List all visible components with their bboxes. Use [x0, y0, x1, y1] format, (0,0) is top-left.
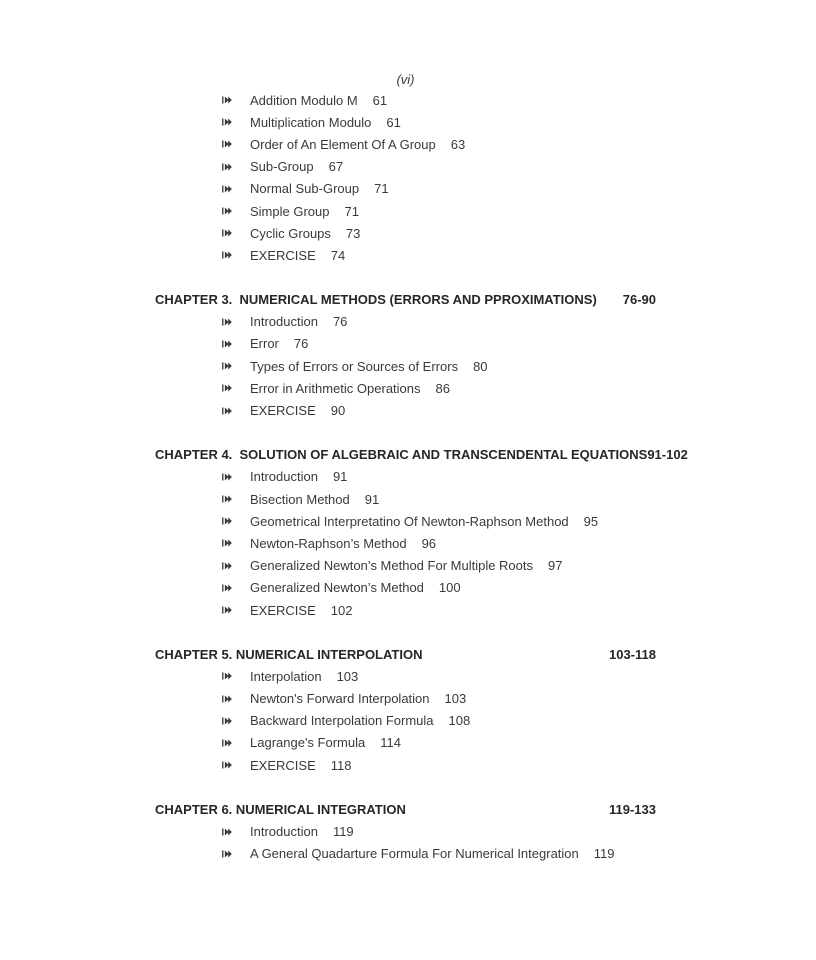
toc-entry-title: Cyclic Groups [250, 225, 331, 241]
toc-entry [155, 244, 656, 266]
toc-entry [155, 710, 656, 732]
toc-entry-title: Error [250, 336, 279, 352]
toc-entry-page: 102 [330, 602, 353, 618]
chapter-heading-row [155, 798, 656, 820]
fast-forward-bullet-icon [222, 318, 232, 326]
toc-entry-title: Lagrange's Formula [250, 735, 366, 751]
toc-entry-title: Sub-Group [250, 159, 314, 175]
chapter-toc-list [155, 820, 656, 864]
fast-forward-bullet-icon [222, 362, 232, 370]
toc-entry [155, 577, 656, 599]
chapter-page-range: 76-90 [622, 292, 656, 308]
toc-entry [155, 200, 656, 222]
toc-entry-title: Bisection Method [250, 491, 350, 507]
fast-forward-bullet-icon [222, 584, 232, 592]
toc-entry-title: EXERCISE [250, 757, 316, 773]
toc-entry-title: Introduction [250, 314, 318, 330]
fast-forward-bullet-icon [222, 251, 232, 259]
toc-entry-page: 100 [438, 580, 461, 596]
toc-entry [155, 532, 656, 554]
toc-entry-page: 96 [421, 535, 437, 551]
toc-entry-title: Multiplication Modulo [250, 114, 372, 130]
toc-entry-page: 80 [473, 358, 488, 374]
toc-entry-title: Introduction [250, 469, 318, 485]
toc-entry-title: A General Quadarture Formula For Numerical Integration [250, 846, 579, 862]
toc-entry [155, 466, 656, 488]
toc-entry-page: 108 [448, 713, 471, 729]
toc-entry-page: 76 [293, 336, 309, 352]
toc-entry-title: EXERCISE [250, 602, 316, 618]
chapter-heading: CHAPTER 4. SOLUTION OF ALGEBRAIC AND TRANSCENDENTAL EQUATIONS [155, 447, 648, 463]
fast-forward-bullet-icon [222, 96, 232, 104]
page-number-folio: (vi) [396, 72, 415, 87]
toc-entry-title: Interpolation [250, 668, 322, 684]
chapter-section [155, 798, 656, 865]
toc-entry-title: Backward Interpolation Formula [250, 713, 434, 729]
toc-entry [155, 488, 656, 510]
fast-forward-bullet-icon [222, 229, 232, 237]
chapter-toc-list [155, 665, 656, 776]
chapter-page-range: 119-133 [609, 801, 656, 817]
toc-entry [155, 89, 656, 111]
fast-forward-bullet-icon [222, 207, 232, 215]
toc-entry [155, 665, 656, 687]
toc-entry-title: Addition Modulo M [250, 92, 358, 108]
chapter-page-range: 91-102 [647, 447, 688, 463]
toc-entry-page: 114 [380, 735, 401, 751]
chapters-root [155, 289, 688, 865]
toc-entry-page: 61 [372, 92, 388, 108]
fast-forward-bullet-icon [222, 717, 232, 725]
toc-entry-page: 63 [450, 136, 466, 152]
toc-continuation-list [155, 89, 656, 267]
chapter-toc-list [155, 311, 656, 422]
toc-entry-title: Newton-Raphson’s Method [250, 535, 407, 551]
toc-entry [155, 178, 656, 200]
toc-entry-title: Error in Arithmetic Operations [250, 380, 421, 396]
chapter-section [155, 289, 656, 422]
fast-forward-bullet-icon [222, 517, 232, 525]
toc-entry-page: 91 [364, 491, 380, 507]
toc-entry-page: 73 [345, 225, 361, 241]
toc-entry-title: Newton's Forward Interpolation [250, 691, 430, 707]
toc-entry-page: 71 [374, 181, 389, 197]
fast-forward-bullet-icon [222, 384, 232, 392]
fast-forward-bullet-icon [222, 739, 232, 747]
toc-entry-title: EXERCISE [250, 403, 316, 419]
fast-forward-bullet-icon [222, 140, 232, 148]
toc-entry [155, 355, 656, 377]
toc-entry-page: 103 [444, 691, 467, 707]
toc-entry-page: 71 [344, 203, 359, 219]
toc-entry-page: 90 [330, 403, 346, 419]
toc-entry-title: EXERCISE [250, 247, 316, 263]
toc-entry [155, 377, 656, 399]
fast-forward-bullet-icon [222, 473, 232, 481]
fast-forward-bullet-icon [222, 495, 232, 503]
toc-entry [155, 156, 656, 178]
toc-entry [155, 732, 656, 754]
chapter-heading-row [155, 289, 656, 311]
toc-entry-page: 119 [332, 824, 354, 840]
toc-content-block [155, 71, 688, 865]
toc-entry-page: 119 [593, 846, 615, 862]
fast-forward-bullet-icon [222, 185, 232, 193]
fast-forward-bullet-icon [222, 828, 232, 836]
toc-entry-page: 74 [330, 247, 346, 263]
toc-entry-page: 97 [548, 558, 563, 574]
toc-entry [155, 843, 656, 865]
chapter-heading-row [155, 444, 688, 466]
chapter-heading-row [155, 643, 656, 665]
fast-forward-bullet-icon [222, 672, 232, 680]
toc-entry-page: 91 [332, 469, 348, 485]
toc-entry-page: 86 [435, 380, 450, 396]
toc-entry [155, 333, 656, 355]
fast-forward-bullet-icon [222, 407, 232, 415]
toc-entry-title: Geometrical Interpretatino Of Newton-Raphson Method [250, 513, 569, 529]
chapter-toc-list [155, 466, 656, 621]
toc-entry [155, 555, 656, 577]
fast-forward-bullet-icon [222, 695, 232, 703]
toc-entry-title: Types of Errors or Sources of Errors [250, 358, 459, 374]
toc-entry [155, 754, 656, 776]
chapter-section [155, 643, 656, 776]
toc-entry [155, 510, 656, 532]
chapter-heading: CHAPTER 5. NUMERICAL INTERPOLATION [155, 646, 423, 662]
chapter-section [155, 444, 688, 622]
toc-entry [155, 599, 656, 621]
toc-entry [155, 311, 656, 333]
toc-entry-page: 118 [330, 757, 352, 773]
toc-entry-page: 76 [332, 314, 348, 330]
toc-entry [155, 820, 656, 842]
fast-forward-bullet-icon [222, 850, 232, 858]
chapter-heading: CHAPTER 6. NUMERICAL INTEGRATION [155, 801, 406, 817]
toc-entry-title: Generalized Newton’s Method [250, 580, 424, 596]
fast-forward-bullet-icon [222, 761, 232, 769]
toc-entry [155, 222, 656, 244]
chapter-heading: CHAPTER 3. NUMERICAL METHODS (ERRORS AND PPROXIMATIONS) [155, 292, 597, 308]
fast-forward-bullet-icon [222, 340, 232, 348]
toc-entry [155, 133, 656, 155]
toc-entry-page: 103 [336, 668, 359, 684]
fast-forward-bullet-icon [222, 539, 232, 547]
toc-entry-title: Introduction [250, 824, 318, 840]
fast-forward-bullet-icon [222, 606, 232, 614]
toc-entry-page: 67 [328, 159, 344, 175]
fast-forward-bullet-icon [222, 163, 232, 171]
toc-entry-title: Normal Sub-Group [250, 181, 360, 197]
toc-entry [155, 399, 656, 421]
fast-forward-bullet-icon [222, 118, 232, 126]
toc-entry-title: Simple Group [250, 203, 330, 219]
toc-entry [155, 111, 656, 133]
chapter-page-range: 103-118 [609, 646, 656, 662]
toc-entry [155, 688, 656, 710]
toc-entry-page: 95 [583, 513, 599, 529]
toc-entry-title: Order of An Element Of A Group [250, 136, 436, 152]
toc-entry-title: Generalized Newton’s Method For Multiple Roots [250, 558, 534, 574]
fast-forward-bullet-icon [222, 562, 232, 570]
toc-entry-page: 61 [386, 114, 401, 130]
